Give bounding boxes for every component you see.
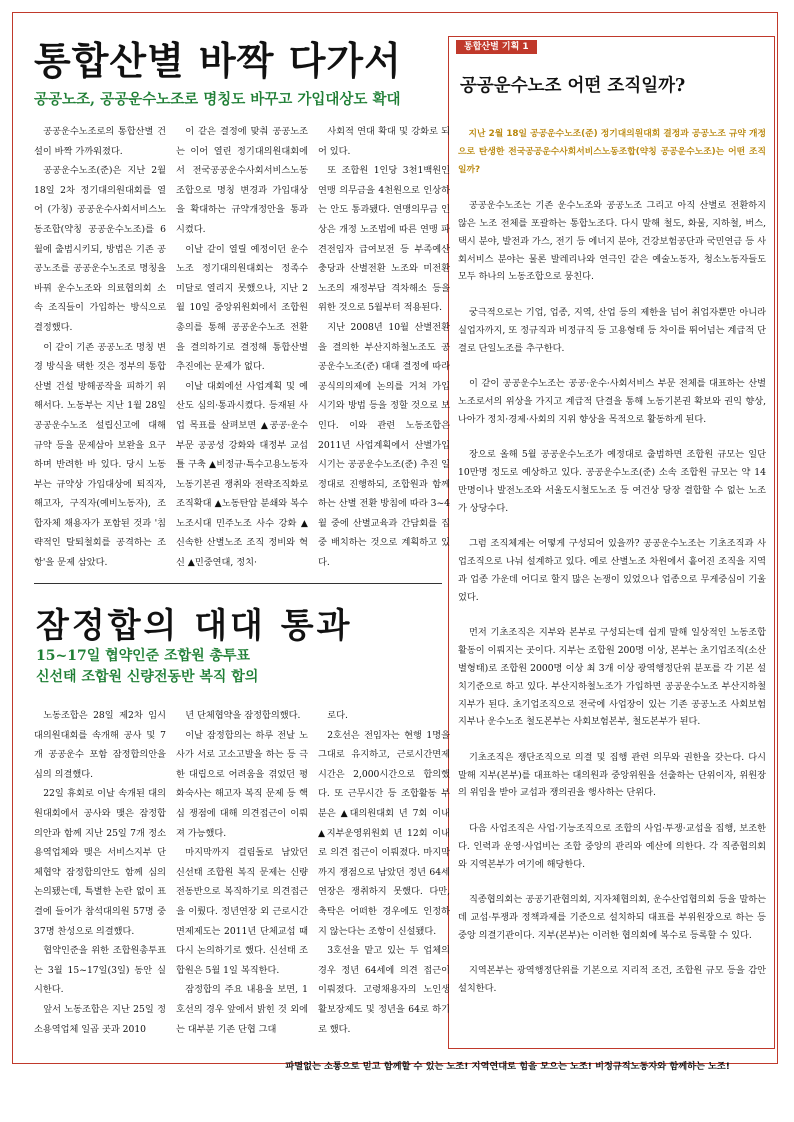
article2-subheadline-line-1: 15~17일 협약인준 조합원 총투표 xyxy=(36,648,251,664)
paragraph: 이 같은 결정에 맞춰 공공노조는 이어 열린 정기대의원대회에서 전국공공운수사회서비스노동조합으로 명칭 변경과 가입대상을 확대하는 규약개정안을 통과시켰다. xyxy=(176,126,308,235)
paragraph: 노동조합은 28일 제2차 임시대의원대회를 속개해 공사 및 7개 공공운수 포함 잠정합의안을 심의 의결했다. xyxy=(34,710,166,780)
paragraph: 3호선을 맡고 있는 두 업체의 경우 정년 64세에 의견 접근이 이뤄졌다. 고령채용자의 노인생활보장제도 및 정년을 64로 하기로 했다. xyxy=(318,945,450,1035)
article1-body xyxy=(34,122,450,573)
paragraph: 사회적 연대 확대 및 강화로 되어 있다. xyxy=(318,126,450,157)
article1-column-3 xyxy=(318,122,450,573)
paragraph: 이날 잠정합의는 하루 전날 노사가 서로 고소고발을 하는 등 극한 대립으로 어려움을 겪었던 평화숙사는 해고자 복직 문제 등 핵심 쟁점에 대해 의견접근이 이뤄져 가능했다. xyxy=(176,729,308,839)
article2-subheadline-line-2: 신선태 조합원 신량전동반 복직 합의 xyxy=(36,669,259,685)
footer-slogan: 파멸없는 소통으로 믿고 함께할 수 있는 노조! 지역연대로 힘을 모으는 노조! 비정규직노동자와 함께하는 노조! xyxy=(285,1061,730,1072)
paragraph: 잠정합의 주요 내용을 보면, 1호선의 경우 앞에서 밝힌 것 외에는 대부분 기존 단협 그대 xyxy=(176,984,308,1035)
article1-column-2 xyxy=(176,122,308,573)
paragraph: 공공운수노조로의 통합산별 건설이 바짝 가까워졌다. xyxy=(34,126,166,157)
paragraph: 다음 사업조직은 사업·기능조직으로 조합의 사업·투쟁·교섭을 집행, 보조한다. 인력과 운영·사업비는 조합 중앙의 관리와 예산에 의한다. 각 직종협의회와 지역본부가 여기에 해당한다. xyxy=(458,823,766,870)
article2-subheadline xyxy=(36,646,258,688)
paragraph: 협약인준을 위한 조합원총투표는 3월 15~17일(3일) 동안 실시한다. xyxy=(34,945,166,996)
series-badge: 통합산별 기획 1 xyxy=(456,40,537,54)
paragraph: 공공운수노조(준)은 지난 2월 18일 2차 정기대의원대회를 열어 (가칭) 공공운수사회서비스노동조합(약칭 공공운수노조)를 6월에 출범시키되, 방법은 기존 공공노조를 공공운수노조로 명칭을 바꿔 운수노조와 의료협의회 소속 조직들이 가입하는 방식으로 결정했다. xyxy=(34,165,166,333)
paragraph: 직종협의회는 공공기관협의회, 지자체협의회, 운수산업협의회 등을 말하는데 교섭·투쟁과 정책과제를 기준으로 설치하되 대표를 부위원장으로 하는 등 중앙 의결기관이다. 지부(본부)는 이러한 협의회에 복수로 등록할 수 있다. xyxy=(458,894,766,941)
paragraph: 또 조합원 1인당 3천1백원인 연맹 의무금을 4천원으로 인상하는 안도 통과됐다. 연맹의무금 인상은 개정 노조법에 따른 연맹 파견전임자 급여보전 등 부족예산 충당과 산별전환 노조와 미전환 노조의 재정부담 격차해소 등을 위한 것으로 5월부터 적용된다. xyxy=(318,165,450,314)
article2-headline: 잠정합의 대대 통과 xyxy=(36,606,353,646)
article2-column-1 xyxy=(34,706,166,1039)
sidebar-title: 공공운수노조 어떤 조직일까? xyxy=(460,76,686,96)
article1-headline: 통합산별 바짝 다가서 xyxy=(34,39,402,83)
paragraph: 이 같이 기존 공공노조 명칭 변경 방식을 택한 것은 정부의 통합산별 건설 방해공작을 피하기 위해서다. 노동부는 지난 1월 28일 공공운수노조 설립신고에 대해 규약 등을 문제삼아 보완을 요구하며 반려한 바 있다. 당시 노동부는 규약상 가입대상에 퇴직자, 해고자, 구직자(예비노동자), 조합자체 채용자가 포함된 것과 '침략적인 탈퇴철회를 공격하는 조항'을 문제 삼았다. xyxy=(34,341,166,569)
paragraph: 지역본부는 광역행정단위를 기본으로 지리적 조건, 조합원 규모 등을 감안 설치한다. xyxy=(458,965,766,995)
paragraph: 로다. xyxy=(327,710,348,721)
paragraph: 궁극적으로는 기업, 업종, 지역, 산업 등의 제한을 넘어 취업자뿐만 아니라 실업자까지, 또 정규직과 비정규직 등 고용형태 등 차이를 뛰어넘는 계급적 단결로 단일노조를 추구한다. xyxy=(458,306,766,354)
paragraph: 장으로 올해 5월 공공운수노조가 예정대로 출범하면 조합원 규모는 일단 10만명 정도로 예상하고 있다. 공공운수노조(준) 소속 조합원 규모는 약 14만명이나 발전노조와 서울도시철도노조 등 여건상 당장 결합할 수 없는 노조가 상당수다. xyxy=(458,449,766,514)
paragraph: 이 같이 공공운수노조는 공공·운수·사회서비스 부문 전체를 대표하는 산별노조로서의 위상을 가지고 계급적 단결을 통해 노동기본권 확보와 권익 향상, 나아가 정치·경제·사회의 지위 향상을 목적으로 활동하게 된다. xyxy=(458,378,766,425)
paragraph: 지난 2008년 10월 산별전환을 결의한 부산지하철노조도 공공운수노조(준) 대대 결정에 따라 공식의의제에 논의를 거쳐 가입 시기와 방법 등을 정할 것으로 보인다. 이와 관련 노동조합은 2011년 사업계획에서 산별가입 시기는 공공운수노조(준) 추진 일정대로 진행하되, 조합원과 함께하는 산별 전환 방침에 따라 3~4월 중에 산별교육과 간담회를 집중 배치하는 것으로 계획하고 있다. xyxy=(318,321,450,569)
paragraph: 22일 휴회로 이날 속개된 대의원대회에서 공사와 맺은 잠정합의안과 함께 지난 25일 7개 정소용역업체와 맺은 서비스지부 단체협약 잠정합의안도 함께 심의 논의됐는데, 특별한 논란 없이 표결에 들어가 참석대의원 57명 중 37명 찬성으로 의결했다. xyxy=(34,788,166,937)
paragraph: 이날 같이 열릴 예정이던 운수노조 정기대의원대회는 정족수 미달로 열리지 못했으나, 지난 2월 10일 중앙위원회에서 조합원 총의를 통해 공공운수노조 전환을 결의하기로 결정해 통합산별 추진에는 문제가 없다. xyxy=(176,243,308,373)
paragraph: 먼저 기초조직은 지부와 본부로 구성되는데 쉽게 말해 일상적인 노동조합 활동이 이뤄지는 곳이다. 지부는 조합원 200명 이상, 본부는 초기업조직(소산별형태)로 조합원 2000명 이상 최 3개 이상 광역행정단위 분포를 각 기본 설치기준으로 하고 있다. 부산지하철노조가 가입하면 공공운수노조 부산지하철지부가 된다. 초기업조직으로 전국에 사업장이 있는 기존 공공노조 사회보험지부나 운수노조 철도본부는 사회보험본부, 철도본부가 된다. xyxy=(458,627,766,728)
paragraph: 기초조직은 쟁단조직으로 의결 및 집행 관련 의무와 권한을 갖는다. 다시 말해 지부(본부)를 대표하는 대의원과 중앙위원을 선출하는 단위이자, 위원장의 위임을 받아 교섭과 쟁의권을 행사하는 단위다. xyxy=(458,751,766,799)
paragraph: 이날 대회에선 사업계획 및 예산도 심의·통과시켰다. 등재된 사업 목표를 살펴보면 ▲공공·운수부문 공공성 강화와 대정부 교섭틀 구축 ▲비정규·특수고용노동자 노동기본권 쟁취와 전략조직화로 조직확대 ▲노동탄압 분쇄와 복수노조시대 민주노조 사수 강화 ▲신속한 산별노조 조직 정비와 혁신 ▲민중연대, 정치· xyxy=(176,380,308,569)
paragraph: 2호선은 전임자는 현행 1명을 그대로 유지하고, 근로시간면제시간은 2,000시간으로 합의했다. 또 근무시간 등 조합활동 부분은 ▲대의원대회 년 7회 이내 ▲지부운영위원회 년 12회 이내로 의견 접근이 이뤄졌다. 마지막까지 쟁점으로 남았던 정년 64세 연장은 쟁취하지 못했다. 다만, 축탁은 어떠한 경우에도 인정하지 않는다는 조항이 신설됐다. xyxy=(318,729,450,937)
sidebar-lead: 지난 2월 18일 공공운수노조(준) 정기대의원대회 결정과 공공노조 규약 개정으로 탄생한 전국공공운수사회서비스노동조합(약칭 공공운수노조)는 어떤 조직일까? xyxy=(458,129,766,175)
article2-column-2 xyxy=(176,706,308,1039)
article2-column-3 xyxy=(318,706,450,1039)
article-divider xyxy=(34,583,442,584)
paragraph: 앞서 노동조합은 지난 25일 정소용역업체 일곱 곳과 2010 xyxy=(34,1003,166,1035)
paragraph: 년 단체협약을 잠정합의했다. xyxy=(185,710,301,721)
paragraph: 마지막까지 걸림돌로 남았던 신선태 조합원 복직 문제는 신량전동반으로 복직하기로 의견접근을 이뤘다. 정년연장 외 근로시간 면제제도는 2011년 단체교섭 때 다시 논의하기로 했다. 신선태 조합원은 5월 1일 복직한다. xyxy=(176,847,308,976)
article1-subheadline: 공공노조, 공공운수노조로 명칭도 바꾸고 가입대상도 확대 xyxy=(34,91,401,108)
paragraph: 그럼 조직체계는 어떻게 구성되어 있을까? 공공운수노조는 기초조직과 사업조직으로 나눠 설계하고 있다. 예로 산별노조 차원에서 흩어진 조직을 지역과 업종 가운데 어디로 할지 많은 논쟁이 있었으나 업종으로 무게중심이 기울었다. xyxy=(458,538,766,603)
sidebar-body xyxy=(458,126,766,1016)
article1-column-1 xyxy=(34,122,166,573)
paragraph: 공공운수노조는 기존 운수노조와 공공노조 그리고 아직 산별로 전환하지 않은 노조 전체를 포괄하는 통합노조다. 다시 말해 철도, 화물, 지하철, 버스, 택시 분야, 발전과 가스, 전기 등 에너지 분야, 건강보험공단과 국민연금 등 사회서비스 분야는 물론 발레리나와 연극인 같은 예술노동자, 청소노동자들도 모두 하나의 노동조합으로 뭉친다. xyxy=(458,200,766,283)
article2-body xyxy=(34,706,450,1039)
